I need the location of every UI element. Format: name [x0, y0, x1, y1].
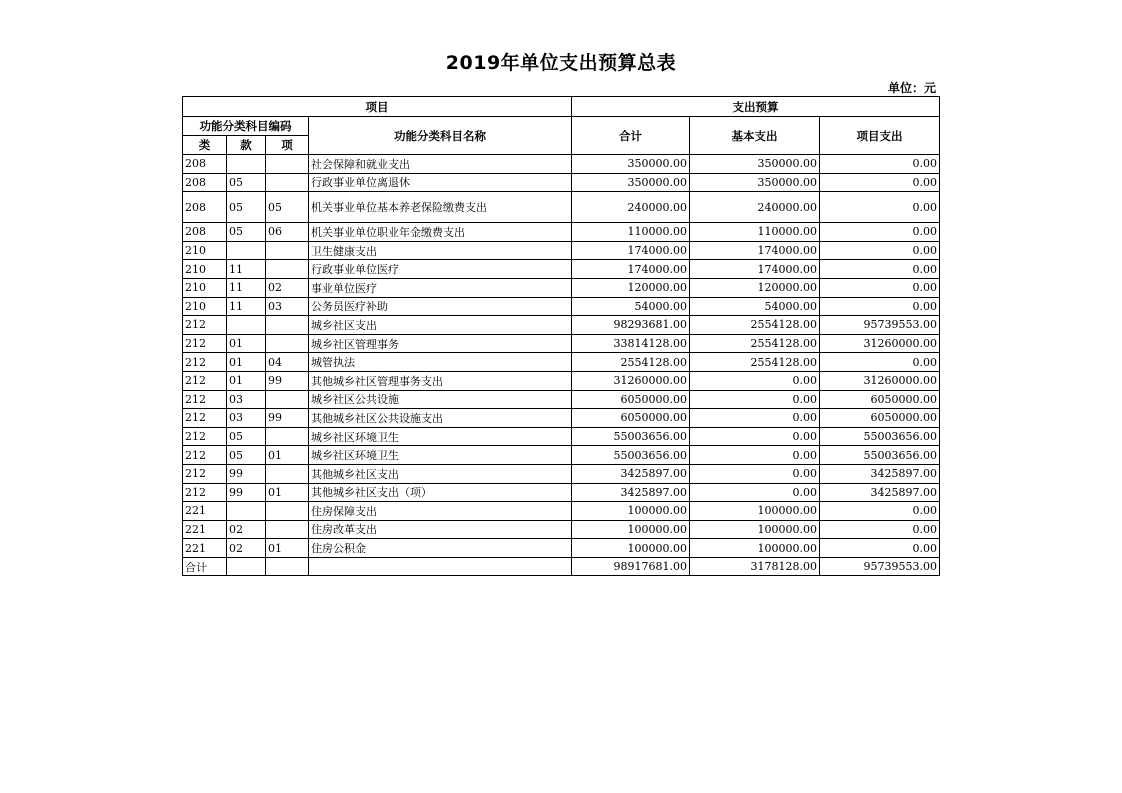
- table-row: [183, 502, 940, 521]
- cell-basic: 110000.00: [690, 223, 820, 242]
- cell-lei: 221: [183, 539, 227, 558]
- cell-xiang: [266, 334, 309, 353]
- cell-name: 其他城乡社区支出（项）: [309, 483, 572, 502]
- cell-xiang: [266, 241, 309, 260]
- cell-total: 240000.00: [572, 192, 690, 223]
- cell-kuan: 01: [227, 334, 266, 353]
- cell-name: 城乡社区管理事务: [309, 334, 572, 353]
- cell-name: 行政事业单位医疗: [309, 260, 572, 279]
- cell-project: 0.00: [820, 502, 940, 521]
- cell-xiang: [266, 260, 309, 279]
- cell-basic: 100000.00: [690, 539, 820, 558]
- cell-total: 33814128.00: [572, 334, 690, 353]
- cell-xiang: [266, 520, 309, 539]
- cell-basic: 100000.00: [690, 520, 820, 539]
- cell-kuan: 01: [227, 371, 266, 390]
- header-lei: 类: [183, 136, 227, 155]
- cell-name: 机关事业单位职业年金缴费支出: [309, 223, 572, 242]
- cell-project: 6050000.00: [820, 409, 940, 428]
- cell-xiang: 01: [266, 483, 309, 502]
- cell-name: 公务员医疗补助: [309, 297, 572, 316]
- cell-project: 0.00: [820, 223, 940, 242]
- cell-total: 2554128.00: [572, 353, 690, 372]
- cell-lei: 210: [183, 241, 227, 260]
- cell-xiang: 02: [266, 278, 309, 297]
- cell-xiang: 04: [266, 353, 309, 372]
- table-row: [183, 223, 940, 242]
- table-body: [183, 155, 940, 576]
- cell-total: 120000.00: [572, 278, 690, 297]
- table-row: [183, 173, 940, 192]
- cell-xiang: [266, 316, 309, 335]
- cell-total: 55003656.00: [572, 446, 690, 465]
- cell-project: 0.00: [820, 520, 940, 539]
- table-row: [183, 520, 940, 539]
- table-row: [183, 464, 940, 483]
- table-row: [183, 297, 940, 316]
- cell-basic: 0.00: [690, 427, 820, 446]
- cell-lei: 208: [183, 173, 227, 192]
- cell-lei: 210: [183, 278, 227, 297]
- cell-lei: 212: [183, 483, 227, 502]
- table-row: [183, 427, 940, 446]
- cell-lei: 208: [183, 223, 227, 242]
- cell-total: 31260000.00: [572, 371, 690, 390]
- cell-basic: 2554128.00: [690, 353, 820, 372]
- cell-project: 0.00: [820, 155, 940, 174]
- cell-total: 110000.00: [572, 223, 690, 242]
- cell-total: 3425897.00: [572, 483, 690, 502]
- cell-lei: 212: [183, 409, 227, 428]
- cell-name: 城乡社区环境卫生: [309, 427, 572, 446]
- cell-project: 55003656.00: [820, 427, 940, 446]
- cell-name: 住房公积金: [309, 539, 572, 558]
- header-xiang: 项: [266, 136, 309, 155]
- cell-name: 事业单位医疗: [309, 278, 572, 297]
- cell-basic: 0.00: [690, 371, 820, 390]
- table-row: [183, 446, 940, 465]
- cell-name: 行政事业单位离退休: [309, 173, 572, 192]
- cell-basic: 174000.00: [690, 260, 820, 279]
- cell-basic: 0.00: [690, 409, 820, 428]
- cell-total: 54000.00: [572, 297, 690, 316]
- cell-lei: 212: [183, 446, 227, 465]
- cell-project: 3425897.00: [820, 464, 940, 483]
- cell-project: 0.00: [820, 278, 940, 297]
- cell-xiang: 01: [266, 446, 309, 465]
- cell-project: 95739553.00: [820, 557, 940, 576]
- cell-lei: 212: [183, 371, 227, 390]
- cell-lei: 212: [183, 316, 227, 335]
- cell-total: 3425897.00: [572, 464, 690, 483]
- cell-project: 3425897.00: [820, 483, 940, 502]
- cell-name: 其他城乡社区公共设施支出: [309, 409, 572, 428]
- cell-basic: 0.00: [690, 464, 820, 483]
- cell-xiang: 06: [266, 223, 309, 242]
- cell-kuan: 99: [227, 464, 266, 483]
- header-item: 项目: [183, 97, 572, 117]
- cell-project: 0.00: [820, 260, 940, 279]
- cell-basic: 0.00: [690, 446, 820, 465]
- cell-xiang: 03: [266, 297, 309, 316]
- cell-basic: 2554128.00: [690, 334, 820, 353]
- cell-xiang: [266, 155, 309, 174]
- cell-basic: 350000.00: [690, 173, 820, 192]
- cell-total: 100000.00: [572, 520, 690, 539]
- budget-table: [182, 96, 940, 576]
- table-row: [183, 192, 940, 223]
- cell-kuan: [227, 557, 266, 576]
- cell-total: 98917681.00: [572, 557, 690, 576]
- cell-basic: 2554128.00: [690, 316, 820, 335]
- header-total: 合计: [572, 117, 690, 155]
- cell-kuan: 02: [227, 520, 266, 539]
- cell-xiang: [266, 390, 309, 409]
- cell-kuan: 05: [227, 192, 266, 223]
- cell-total: 100000.00: [572, 502, 690, 521]
- page-title: 2019年单位支出预算总表: [445, 52, 677, 74]
- cell-lei: 合计: [183, 557, 227, 576]
- cell-kuan: 03: [227, 409, 266, 428]
- cell-project: 55003656.00: [820, 446, 940, 465]
- cell-xiang: 05: [266, 192, 309, 223]
- table-row: [183, 241, 940, 260]
- cell-lei: 221: [183, 502, 227, 521]
- cell-total: 174000.00: [572, 241, 690, 260]
- cell-total: 350000.00: [572, 173, 690, 192]
- cell-name: 住房改革支出: [309, 520, 572, 539]
- cell-kuan: 01: [227, 353, 266, 372]
- table-row: [183, 409, 940, 428]
- cell-name: [309, 557, 572, 576]
- cell-xiang: [266, 427, 309, 446]
- table-row: [183, 353, 940, 372]
- cell-basic: 54000.00: [690, 297, 820, 316]
- cell-project: 31260000.00: [820, 371, 940, 390]
- cell-xiang: [266, 464, 309, 483]
- table-row: [183, 483, 940, 502]
- cell-kuan: 11: [227, 278, 266, 297]
- cell-kuan: 05: [227, 427, 266, 446]
- cell-name: 其他城乡社区管理事务支出: [309, 371, 572, 390]
- cell-name: 机关事业单位基本养老保险缴费支出: [309, 192, 572, 223]
- cell-name: 住房保障支出: [309, 502, 572, 521]
- cell-kuan: 11: [227, 260, 266, 279]
- cell-basic: 0.00: [690, 483, 820, 502]
- table-row: [183, 371, 940, 390]
- cell-basic: 240000.00: [690, 192, 820, 223]
- cell-name: 城乡社区公共设施: [309, 390, 572, 409]
- cell-lei: 210: [183, 260, 227, 279]
- cell-name: 其他城乡社区支出: [309, 464, 572, 483]
- cell-kuan: 11: [227, 297, 266, 316]
- header-budget: 支出预算: [572, 97, 940, 117]
- header-name: 功能分类科目名称: [309, 117, 572, 155]
- cell-lei: 208: [183, 192, 227, 223]
- table-row: [183, 334, 940, 353]
- cell-lei: 208: [183, 155, 227, 174]
- cell-project: 0.00: [820, 241, 940, 260]
- table-row: [183, 557, 940, 576]
- cell-project: 0.00: [820, 539, 940, 558]
- cell-xiang: 99: [266, 409, 309, 428]
- cell-total: 350000.00: [572, 155, 690, 174]
- header-basic: 基本支出: [690, 117, 820, 155]
- cell-project: 0.00: [820, 173, 940, 192]
- cell-lei: 212: [183, 390, 227, 409]
- cell-kuan: [227, 316, 266, 335]
- cell-project: 0.00: [820, 192, 940, 223]
- header-kuan: 款: [227, 136, 266, 155]
- cell-name: 卫生健康支出: [309, 241, 572, 260]
- cell-basic: 100000.00: [690, 502, 820, 521]
- cell-total: 98293681.00: [572, 316, 690, 335]
- cell-lei: 221: [183, 520, 227, 539]
- cell-kuan: [227, 241, 266, 260]
- cell-kuan: [227, 155, 266, 174]
- unit-label: 单位：元: [887, 81, 936, 95]
- cell-xiang: [266, 557, 309, 576]
- cell-total: 6050000.00: [572, 390, 690, 409]
- cell-project: 6050000.00: [820, 390, 940, 409]
- table-row: [183, 155, 940, 174]
- cell-xiang: [266, 502, 309, 521]
- cell-project: 31260000.00: [820, 334, 940, 353]
- cell-xiang: 01: [266, 539, 309, 558]
- cell-total: 6050000.00: [572, 409, 690, 428]
- cell-xiang: [266, 173, 309, 192]
- cell-kuan: 05: [227, 446, 266, 465]
- cell-project: 0.00: [820, 353, 940, 372]
- table-row: [183, 539, 940, 558]
- cell-name: 城管执法: [309, 353, 572, 372]
- cell-xiang: 99: [266, 371, 309, 390]
- cell-lei: 212: [183, 353, 227, 372]
- cell-kuan: 05: [227, 223, 266, 242]
- table-row: [183, 390, 940, 409]
- cell-lei: 212: [183, 334, 227, 353]
- table-row: [183, 316, 940, 335]
- cell-basic: 350000.00: [690, 155, 820, 174]
- cell-kuan: 99: [227, 483, 266, 502]
- cell-total: 55003656.00: [572, 427, 690, 446]
- header-project: 项目支出: [820, 117, 940, 155]
- cell-lei: 212: [183, 464, 227, 483]
- cell-basic: 3178128.00: [690, 557, 820, 576]
- cell-total: 174000.00: [572, 260, 690, 279]
- cell-lei: 212: [183, 427, 227, 446]
- cell-name: 城乡社区环境卫生: [309, 446, 572, 465]
- cell-total: 100000.00: [572, 539, 690, 558]
- cell-kuan: 02: [227, 539, 266, 558]
- cell-name: 社会保障和就业支出: [309, 155, 572, 174]
- table-row: [183, 260, 940, 279]
- cell-kuan: [227, 502, 266, 521]
- cell-project: 95739553.00: [820, 316, 940, 335]
- cell-lei: 210: [183, 297, 227, 316]
- cell-basic: 120000.00: [690, 278, 820, 297]
- cell-kuan: 05: [227, 173, 266, 192]
- table-row: [183, 278, 940, 297]
- cell-basic: 0.00: [690, 390, 820, 409]
- header-code-group: 功能分类科目编码: [183, 117, 309, 136]
- cell-name: 城乡社区支出: [309, 316, 572, 335]
- cell-project: 0.00: [820, 297, 940, 316]
- cell-kuan: 03: [227, 390, 266, 409]
- cell-basic: 174000.00: [690, 241, 820, 260]
